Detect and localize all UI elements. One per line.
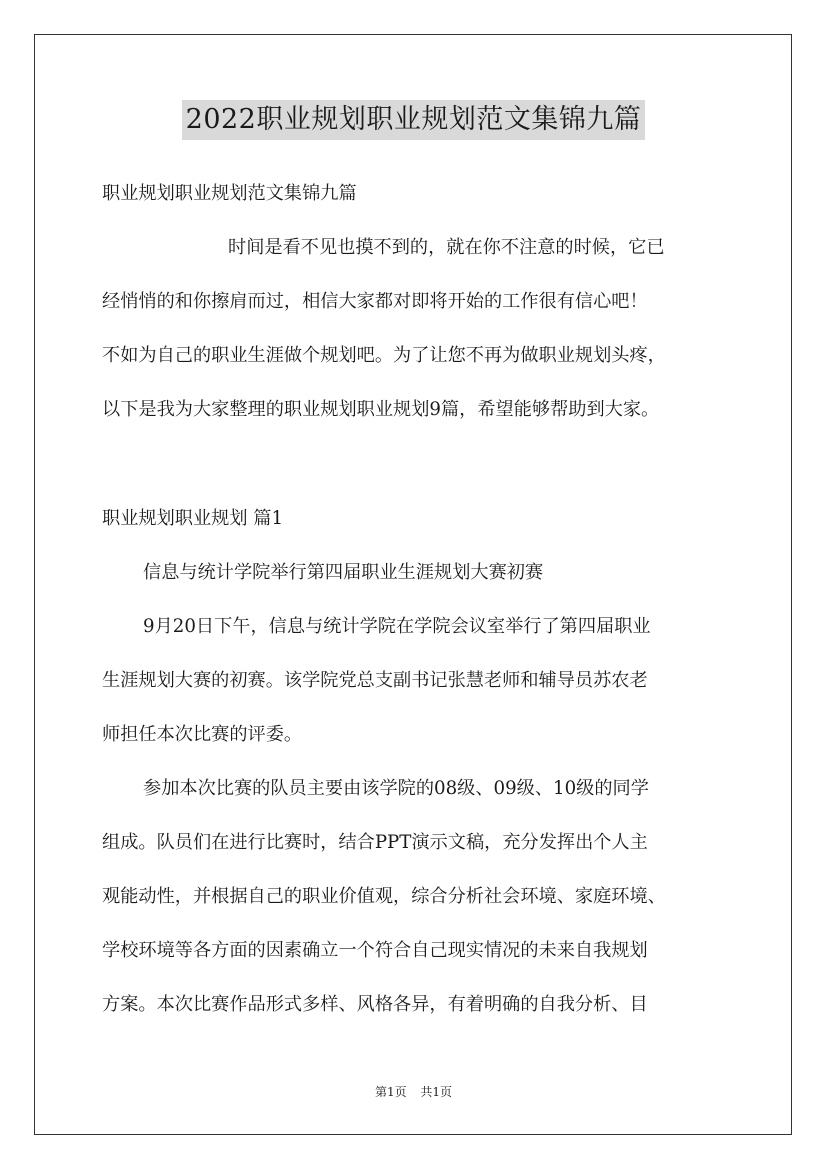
intro-line-1: 时间是看不见也摸不到的，就在你不注意的时候，它已 <box>228 237 665 258</box>
para2-line-3: 观能动性，并根据自己的职业价值观，综合分析社会环境、家庭环境、 <box>102 886 666 907</box>
document-title: 2022职业规划职业规划范文集锦九篇 <box>182 100 646 140</box>
title-container <box>0 100 827 140</box>
page-number-current: 第1页 <box>374 1085 407 1099</box>
document-subtitle: 职业规划职业规划范文集锦九篇 <box>102 183 357 204</box>
para1-line-2: 生涯规划大赛的初赛。该学院党总支副书记张慧老师和辅导员苏农老 <box>102 670 648 691</box>
intro-line-4: 以下是我为大家整理的职业规划职业规划9篇，希望能够帮助到大家。 <box>102 399 660 420</box>
para1-line-1: 9月20日下午，信息与统计学院在学院会议室举行了第四届职业 <box>143 616 651 637</box>
section-heading: 职业规划职业规划 篇1 <box>102 508 284 529</box>
intro-line-3: 不如为自己的职业生涯做个规划吧。为了让您不再为做职业规划头疼， <box>102 345 666 366</box>
para1-line-3: 师担任本次比赛的评委。 <box>102 724 303 745</box>
intro-line-2: 经悄悄的和你擦肩而过，相信大家都对即将开始的工作很有信心吧！ <box>102 291 648 312</box>
page-footer <box>0 1084 827 1100</box>
para2-line-4: 学校环境等各方面的因素确立一个符合自己现实情况的未来自我规划 <box>102 940 648 961</box>
page-number-total: 共1页 <box>420 1085 453 1099</box>
para2-line-1: 参加本次比赛的队员主要由该学院的08级、09级、10级的同学 <box>143 778 649 799</box>
para2-line-2: 组成。队员们在进行比赛时，结合PPT演示文稿，充分发挥出个人主 <box>102 832 648 853</box>
para2-line-5: 方案。本次比赛作品形式多样、风格各异，有着明确的自我分析、目 <box>102 994 648 1015</box>
section-title: 信息与统计学院举行第四届职业生涯规划大赛初赛 <box>143 562 544 583</box>
